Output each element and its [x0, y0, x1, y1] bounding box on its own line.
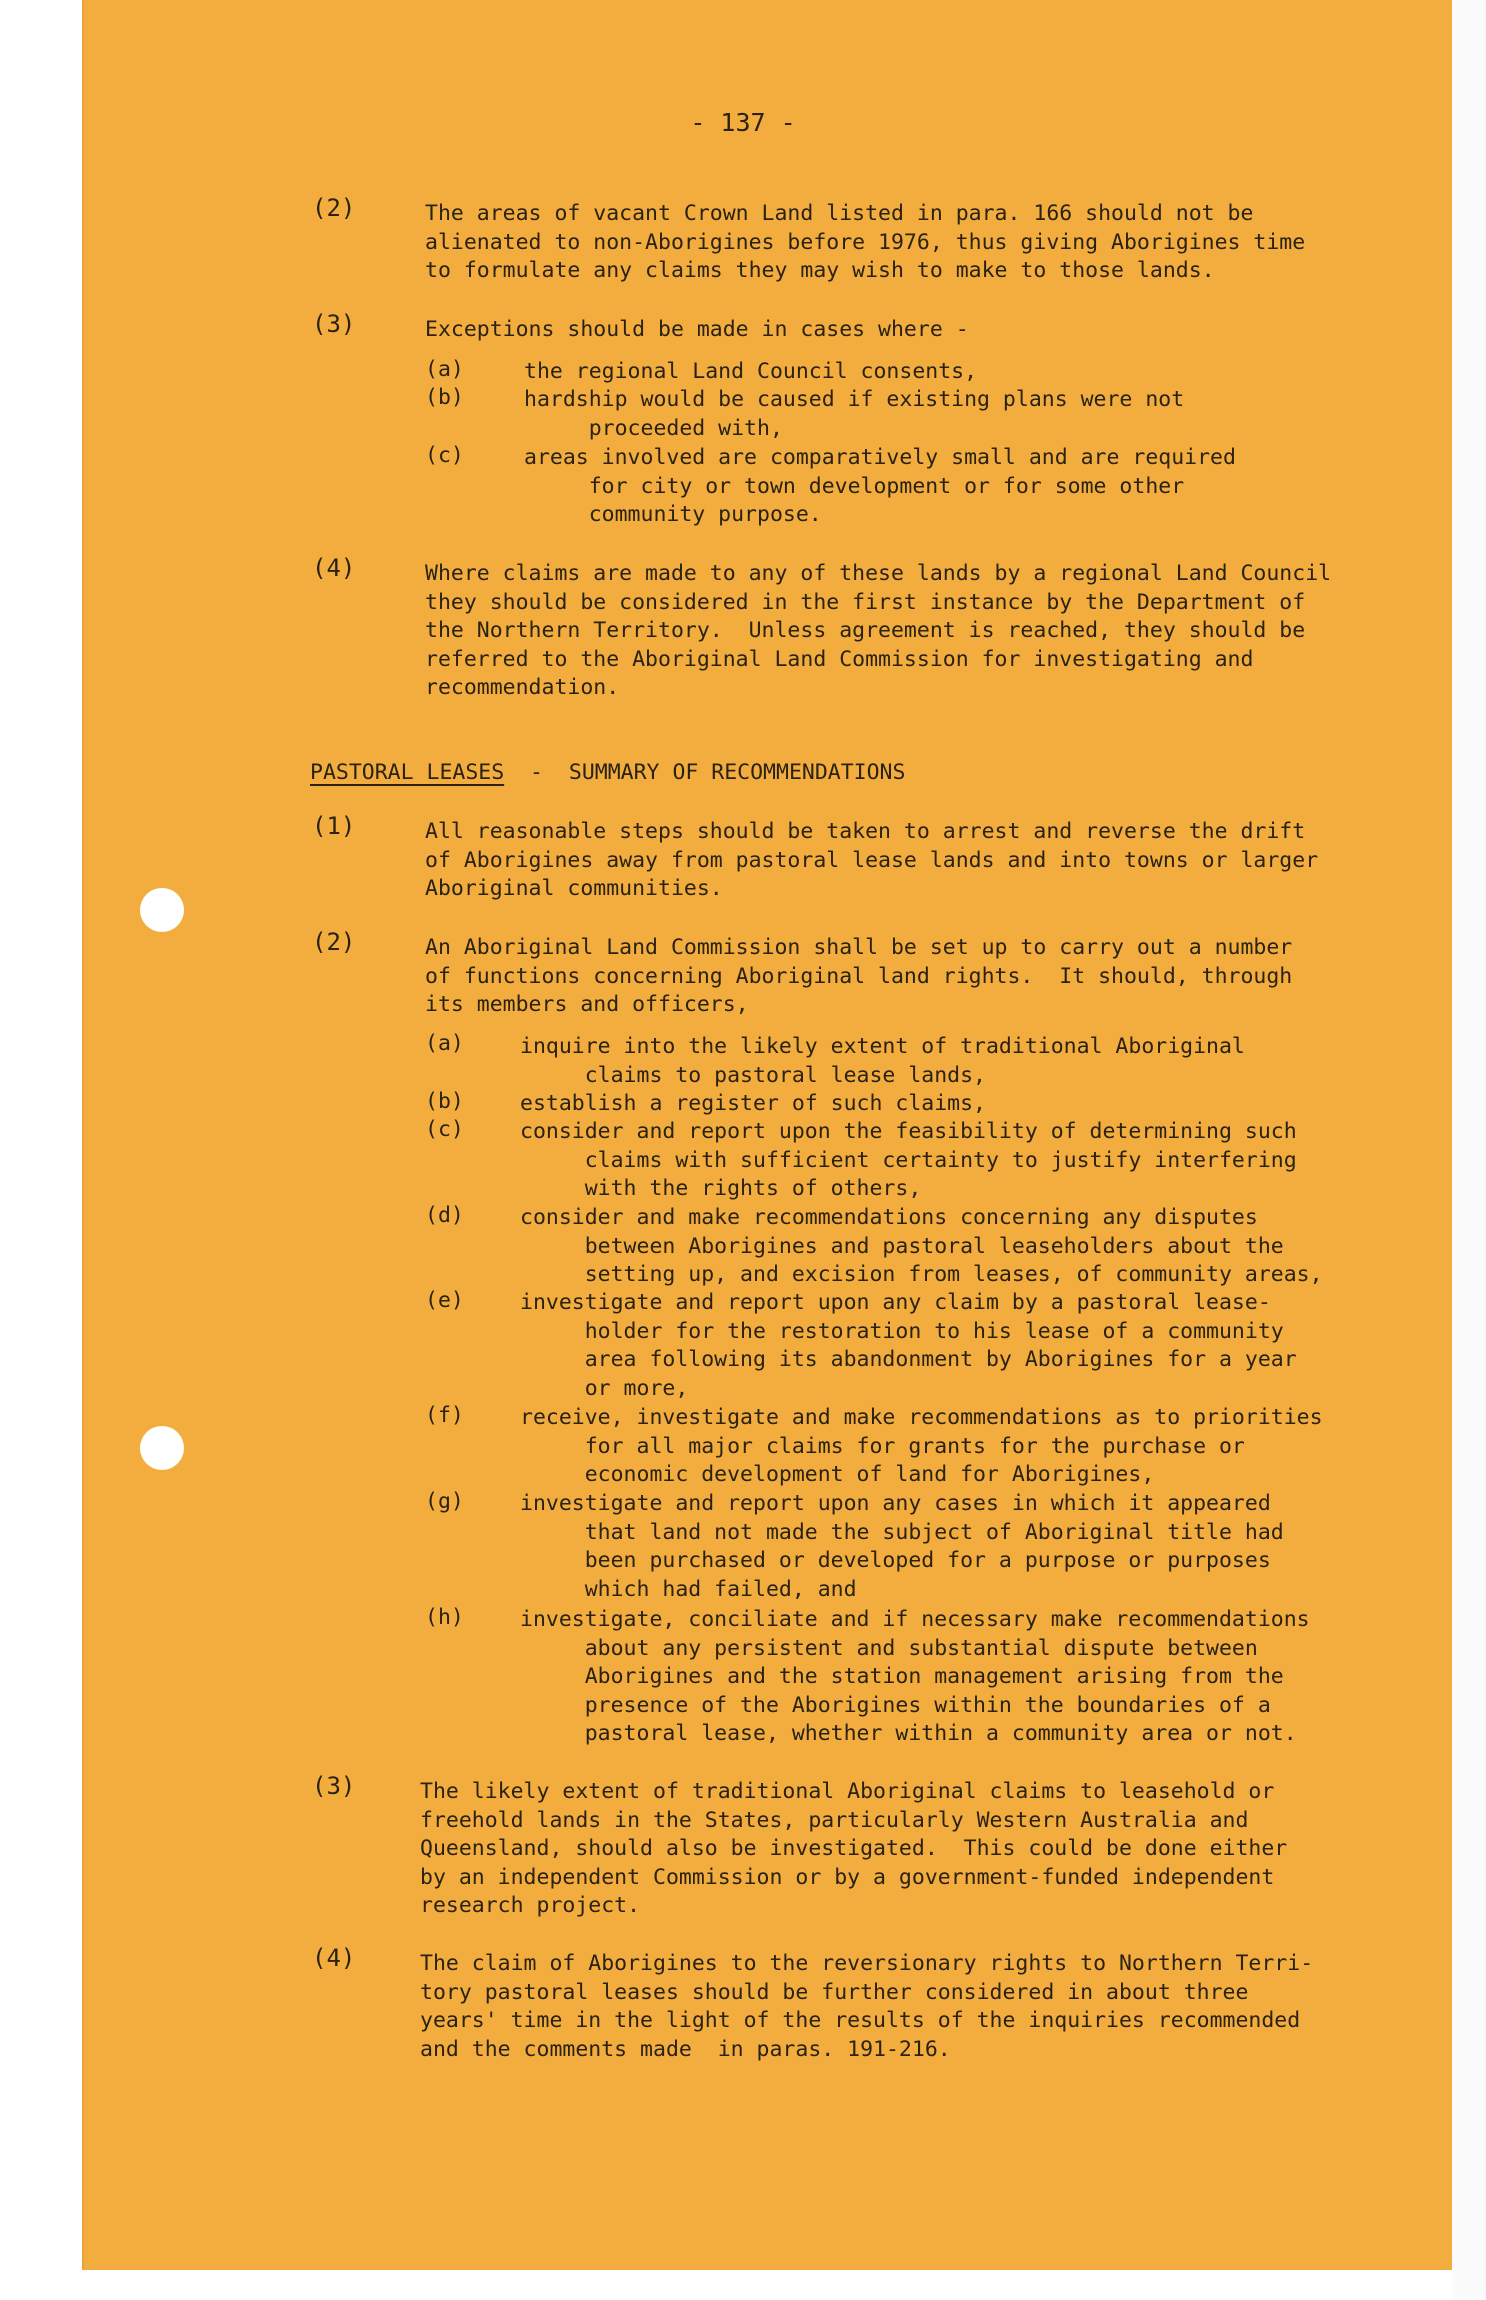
- sub-item-line: areas involved are comparatively small and are required: [524, 445, 1236, 470]
- paragraph-line: research project.: [420, 1893, 641, 1918]
- sub-item-line: investigate and report upon any cases in which it appeared: [520, 1491, 1271, 1516]
- punch-hole-top: [140, 888, 184, 932]
- paragraph-line: An Aboriginal Land Commission shall be set up to carry out a number: [425, 935, 1293, 960]
- sub-item-line: setting up, and excision from leases, of community areas,: [520, 1262, 1323, 1287]
- sub-item-line: hardship would be caused if existing plans were not: [524, 387, 1185, 412]
- sub-item-line: pastoral lease, whether within a community area or not.: [520, 1721, 1297, 1746]
- page-number: - 137 -: [690, 108, 796, 137]
- sub-item-line: presence of the Aborigines within the boundaries of a: [520, 1692, 1271, 1718]
- sub-item-line: claims to pastoral lease lands,: [520, 1062, 986, 1088]
- sub-item-line: investigate and report upon any claim by a pastoral lease-: [520, 1290, 1271, 1315]
- sub-item-line: about any persistent and substantial dispute between: [520, 1635, 1258, 1661]
- sub-item-line: establish a register of such claims,: [520, 1091, 986, 1116]
- sub-item-label: (b): [425, 385, 464, 410]
- sub-item-line: inquire into the likely extent of traditional Aboriginal: [520, 1034, 1245, 1059]
- punch-hole-bottom: [140, 1426, 184, 1470]
- sub-item-line: consider and report upon the feasibility of determining such: [520, 1119, 1297, 1144]
- paragraph-line: tory pastoral leases should be further considered in about three: [420, 1979, 1249, 2005]
- section-heading: [310, 760, 905, 785]
- paragraph-line: the Northern Territory. Unless agreement is reached, they should be: [425, 618, 1306, 643]
- sub-item-label: (h): [425, 1605, 464, 1630]
- sub-item-line: area following its abandonment by Aborigines for a year: [520, 1347, 1297, 1372]
- paragraph-line: The likely extent of traditional Aboriginal claims to leasehold or: [420, 1779, 1275, 1804]
- sub-item-line: proceeded with,: [524, 415, 783, 441]
- paragraph-line: All reasonable steps should be taken to arrest and reverse the drift: [425, 819, 1306, 844]
- item-number: (2): [312, 194, 356, 222]
- section-heading-underlined: PASTORAL LEASES: [310, 760, 505, 785]
- paragraph-line: Where claims are made to any of these lands by a regional Land Council: [425, 561, 1332, 586]
- sub-item-label: (d): [425, 1203, 464, 1228]
- section-heading-rest: - SUMMARY OF RECOMMENDATIONS: [504, 760, 906, 785]
- paragraph-line: years' time in the light of the results of the inquiries recommended: [420, 2008, 1301, 2033]
- sub-item-line: with the rights of others,: [520, 1176, 922, 1201]
- paragraph-line: to formulate any claims they may wish to make to those lands.: [425, 258, 1215, 283]
- paragraph-line: referred to the Aboriginal Land Commission for investigating and: [425, 646, 1254, 672]
- paragraph-line: freehold lands in the States, particularly Western Australia and: [420, 1807, 1249, 1833]
- sub-item-line: consider and make recommendations concerning any disputes: [520, 1205, 1258, 1230]
- sub-item-line: Aborigines and the station management arising from the: [520, 1664, 1284, 1689]
- item-number: (1): [312, 812, 356, 840]
- sub-item-line: community purpose.: [524, 502, 822, 527]
- paragraph-line: recommendation.: [425, 675, 620, 700]
- sub-item-line: for all major claims for grants for the purchase or: [520, 1433, 1245, 1459]
- paragraph-line: alienated to non-Aborigines before 1976, thus giving Aborigines time: [425, 229, 1306, 255]
- paragraph-line: The areas of vacant Crown Land listed in para. 166 should not be: [425, 201, 1254, 226]
- item-number: (3): [312, 1772, 356, 1800]
- sub-item-label: (b): [425, 1089, 464, 1114]
- sub-item-line: investigate, conciliate and if necessary make recommendations: [520, 1607, 1310, 1632]
- sub-item-line: been purchased or developed for a purpose or purposes: [520, 1548, 1271, 1573]
- paragraph-line: its members and officers,: [425, 992, 749, 1017]
- sub-item-line: economic development of land for Aborigines,: [520, 1462, 1155, 1487]
- paragraph-line: Exceptions should be made in cases where -: [425, 317, 969, 342]
- sub-item-line: claims with sufficient certainty to justify interfering: [520, 1147, 1297, 1173]
- item-number: (2): [312, 928, 356, 956]
- paragraph-line: of functions concerning Aboriginal land rights. It should, through: [425, 963, 1293, 989]
- paragraph-line: and the comments made in paras. 191-216.: [420, 2036, 951, 2062]
- sub-item-label: (a): [425, 1031, 464, 1056]
- paragraph-line: The claim of Aborigines to the reversionary rights to Northern Terri-: [420, 1951, 1314, 1976]
- sub-item-line: or more,: [520, 1375, 689, 1401]
- sub-item-line: receive, investigate and make recommendations as to priorities: [520, 1405, 1323, 1430]
- sub-item-label: (c): [425, 443, 464, 468]
- sub-item-label: (c): [425, 1117, 464, 1142]
- sub-item-line: for city or town development or for some other: [524, 473, 1185, 499]
- sub-item-line: that land not made the subject of Aboriginal title had: [520, 1519, 1284, 1545]
- paragraph-line: of Aborigines away from pastoral lease lands and into towns or larger: [425, 847, 1319, 873]
- sub-item-line: holder for the restoration to his lease of a community: [520, 1318, 1284, 1344]
- item-number: (4): [312, 1944, 356, 1972]
- item-number: (3): [312, 310, 356, 338]
- page-edge: [1452, 0, 1486, 2300]
- sub-item-line: which had failed, and: [520, 1576, 857, 1602]
- sub-item-label: (g): [425, 1489, 464, 1514]
- sub-item-line: the regional Land Council consents,: [524, 359, 978, 384]
- sub-item-label: (f): [425, 1403, 464, 1428]
- paragraph-line: by an independent Commission or by a government-funded independent: [420, 1864, 1275, 1890]
- paragraph-line: Aboriginal communities.: [425, 876, 723, 901]
- sub-item-label: (a): [425, 357, 464, 382]
- paragraph-line: Queensland, should also be investigated. This could be done either: [420, 1836, 1288, 1861]
- sub-item-label: (e): [425, 1288, 464, 1313]
- paragraph-line: they should be considered in the first instance by the Department of: [425, 589, 1306, 615]
- item-number: (4): [312, 554, 356, 582]
- sub-item-line: between Aborigines and pastoral leaseholders about the: [520, 1233, 1284, 1259]
